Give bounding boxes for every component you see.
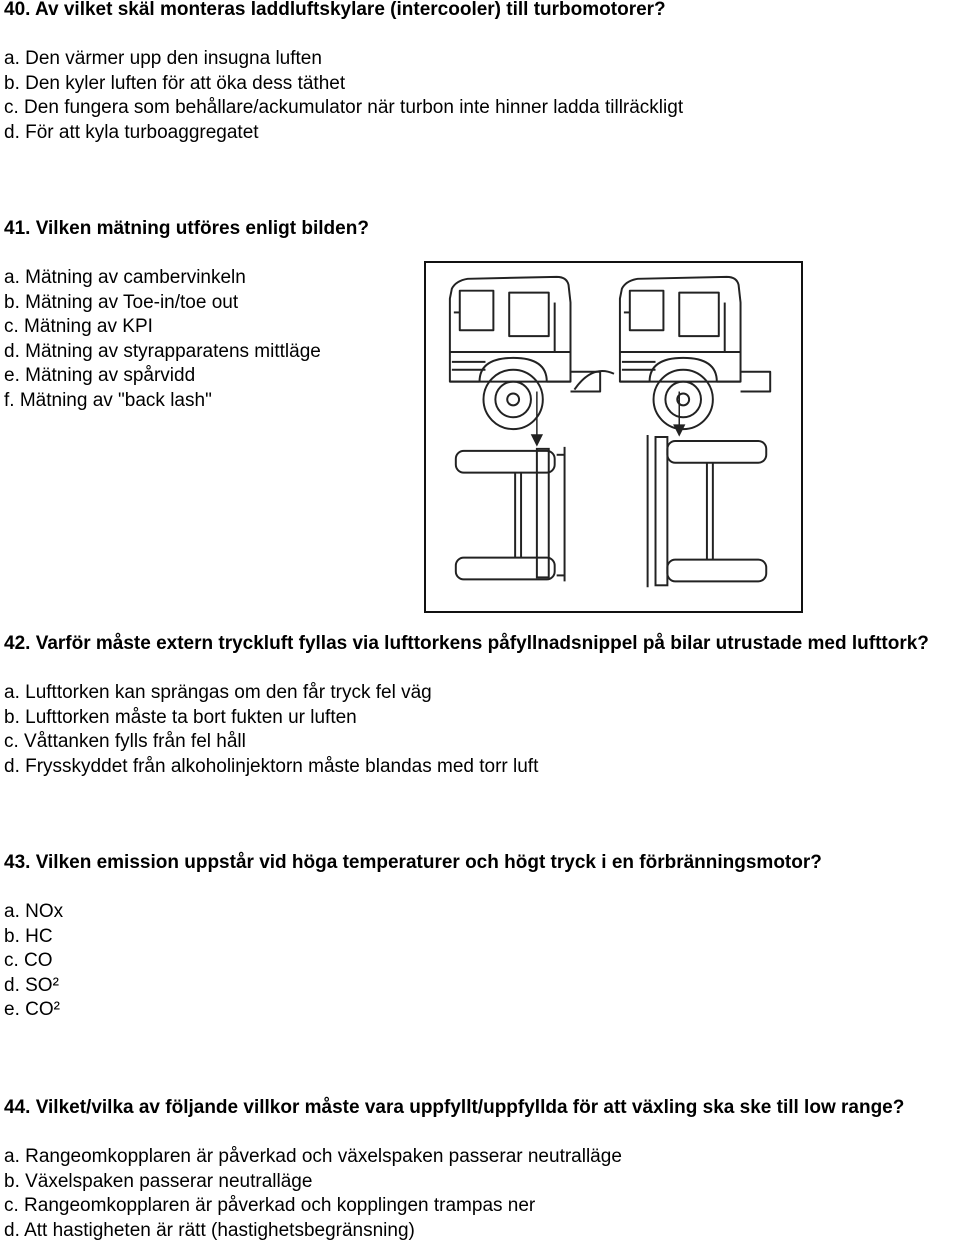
options-40: [4, 47, 683, 145]
options-43: [4, 900, 63, 1023]
truck-alignment-illustration: [426, 263, 801, 611]
options-41: [4, 266, 321, 413]
option-43-e: e. CO²: [4, 999, 60, 1020]
wheel-alignment-figure: [424, 261, 803, 613]
option-43-d: d. SO²: [4, 974, 59, 996]
axle-left-topview: [456, 447, 565, 581]
option-42-d: d. Frysskyddet från alkoholinjektorn måste blandas med torr luft: [4, 755, 539, 777]
question-44: 44. Vilket/vilka av följande villkor måste vara uppfyllt/uppfyllda för att växling ska ske till low range?: [4, 1097, 905, 1118]
options-44: [4, 1145, 622, 1243]
option-43-c: c. CO: [4, 950, 53, 971]
question-42: 42. Varför måste extern tryckluft fyllas via lufttorkens påfyllnadsnippel på bilar utrustade med lufttork?: [4, 633, 929, 654]
option-41-d: d. Mätning av styrapparatens mittläge: [4, 340, 321, 362]
question-41: 41. Vilken mätning utföres enligt bilden?: [4, 218, 369, 239]
option-41-e: e. Mätning av spårvidd: [4, 365, 196, 386]
option-44-b: b. Växelspaken passerar neutralläge: [4, 1170, 313, 1192]
option-40-a: a. Den värmer upp den insugna luften: [4, 48, 322, 69]
option-43-b: b. HC: [4, 925, 53, 947]
option-42-a: a. Lufttorken kan sprängas om den får tryck fel väg: [4, 682, 432, 703]
options-42: [4, 681, 538, 779]
axle-right-topview: [648, 435, 767, 587]
option-44-a: a. Rangeomkopplaren är påverkad och växelspaken passerar neutralläge: [4, 1146, 622, 1167]
question-40: 40. Av vilket skäl monteras laddluftskylare (intercooler) till turbomotorer?: [4, 0, 666, 20]
option-41-a: a. Mätning av cambervinkeln: [4, 267, 246, 288]
question-43: 43. Vilken emission uppstår vid höga temperaturer och högt tryck i en förbränningsmotor?: [4, 852, 822, 873]
option-44-d: d. Att hastigheten är rätt (hastighetsbegränsning): [4, 1219, 415, 1241]
option-40-b: b. Den kyler luften för att öka dess täthet: [4, 72, 346, 94]
truck-right-icon: [620, 277, 770, 429]
option-42-c: c. Våttanken fylls från fel håll: [4, 731, 246, 752]
option-41-c: c. Mätning av KPI: [4, 316, 153, 337]
option-42-b: b. Lufttorken måste ta bort fukten ur luften: [4, 706, 357, 728]
option-41-f: f. Mätning av "back lash": [4, 389, 212, 411]
option-43-a: a. NOx: [4, 901, 64, 922]
option-44-c: c. Rangeomkopplaren är påverkad och kopplingen trampas ner: [4, 1195, 536, 1216]
option-40-c: c. Den fungera som behållare/ackumulator när turbon inte hinner ladda tillräckligt: [4, 97, 684, 118]
truck-left-icon: [450, 277, 600, 429]
option-40-d: d. För att kyla turboaggregatet: [4, 121, 259, 143]
option-41-b: b. Mätning av Toe-in/toe out: [4, 291, 239, 313]
